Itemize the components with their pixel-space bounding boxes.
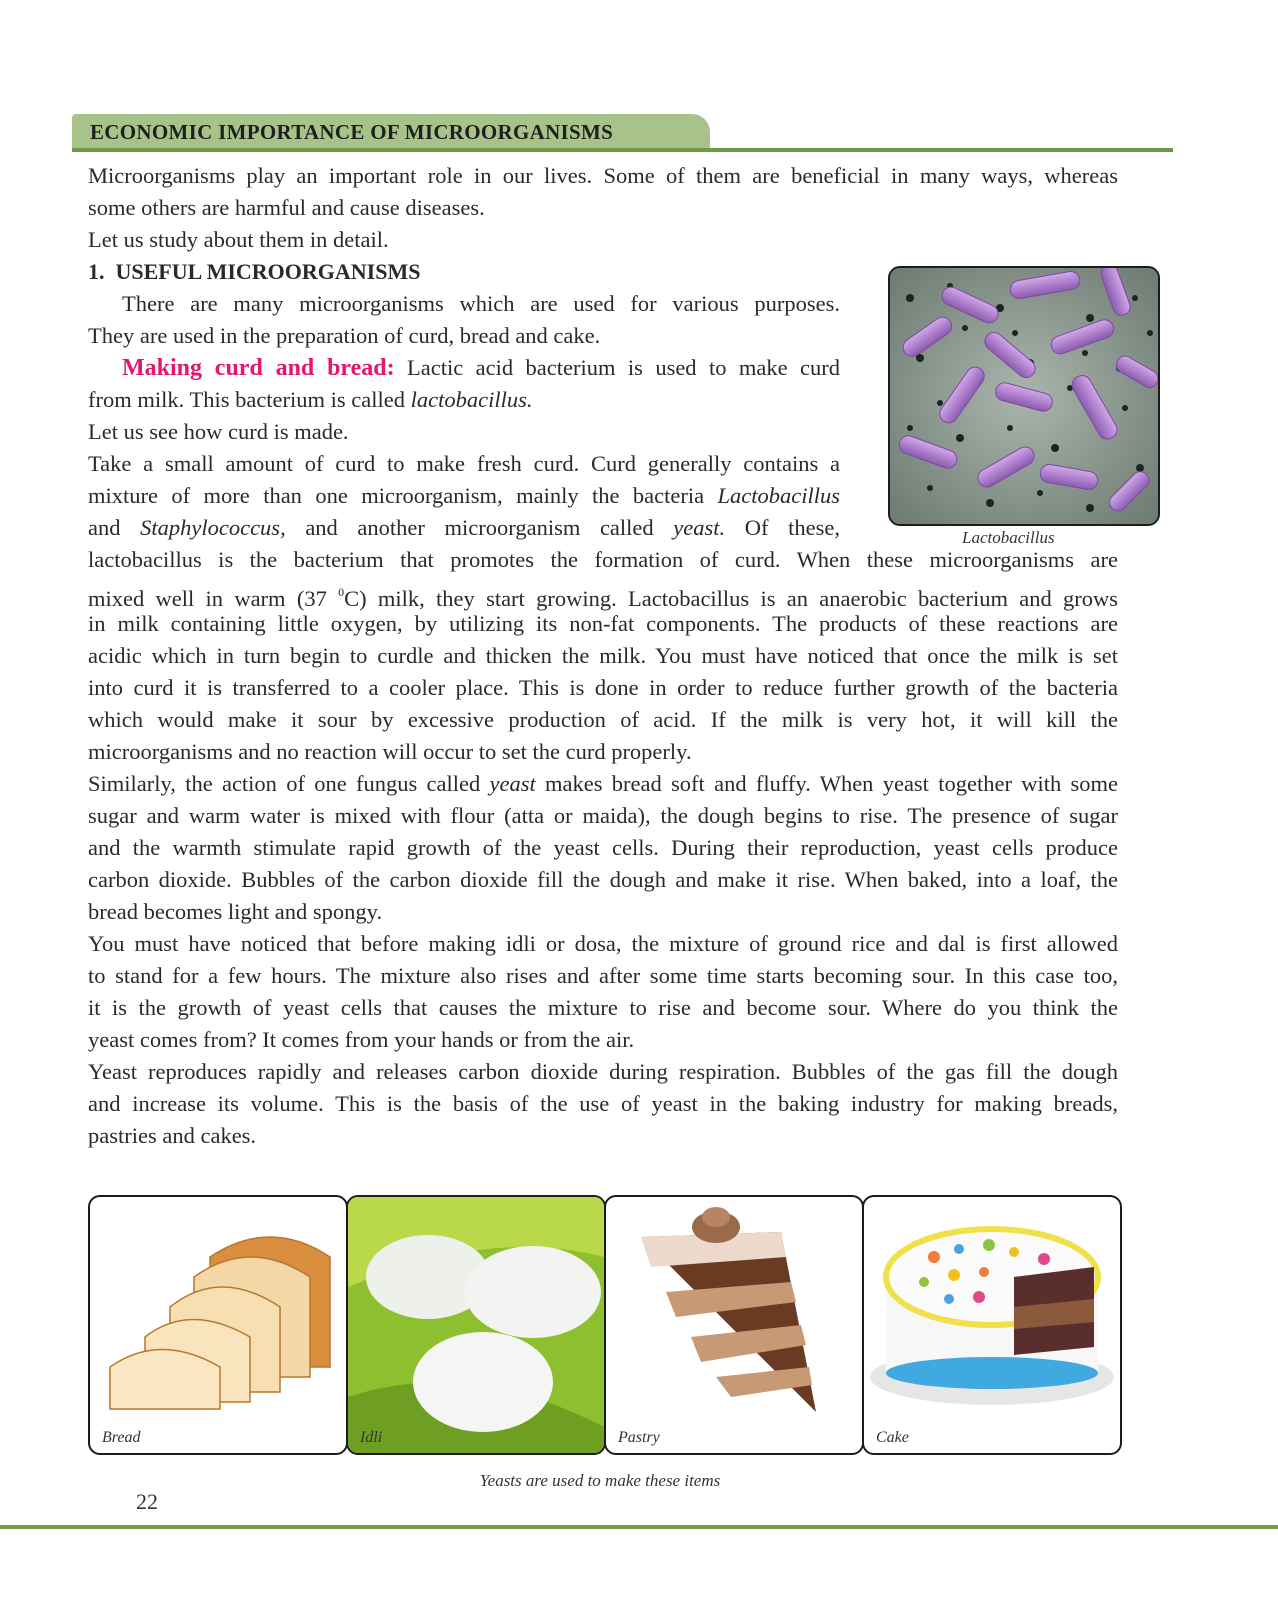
curd-line-8-a: mixed well in warm (37 [88, 586, 339, 611]
staphylococcus-name: Staphylococcus, [140, 515, 286, 540]
curd-line-6 [88, 512, 840, 544]
curd-line-13: microorganisms and no reaction will occur to set the curd properly. [88, 739, 692, 764]
idli-illustration [348, 1197, 604, 1453]
yeast-term-2: yeast [489, 771, 536, 796]
uses-line-1: There are many microorganisms which are used for various purposes. [122, 291, 840, 316]
degree-superscript: 0 [338, 585, 345, 599]
curd-bread-label: Making curd and bread: [122, 355, 395, 381]
intro-line-1: Microorganisms play an important role in our lives. Some of them are beneficial in many ways, whereas [88, 163, 1118, 188]
bread-line-5: bread becomes light and spongy. [88, 899, 383, 924]
bread-line-2: sugar and warm water is mixed with flour (atta or maida), the dough begins to rise. The presence of sugar [88, 803, 1118, 828]
curd-line-10: acidic which in turn begin to curdle and thicken the milk. You must have noticed that once the milk is set [88, 643, 1118, 668]
curd-line-6-e: Of these, [725, 515, 840, 540]
curd-line-2 [88, 384, 533, 416]
bread-illustration [90, 1197, 346, 1417]
bread-label: Bread [102, 1429, 141, 1446]
subsection-number: 1. [88, 259, 105, 284]
page-number: 22 [136, 1489, 158, 1514]
intro-line-2: some others are harmful and cause diseases. [88, 195, 485, 220]
yeast-line-3: pastries and cakes. [88, 1123, 257, 1148]
pastry-label: Pastry [618, 1429, 660, 1446]
lactobacillus-illustration [890, 268, 1158, 524]
bread-photo [88, 1195, 348, 1455]
cake-illustration [864, 1197, 1120, 1417]
intro-line-3: Let us study about them in detail. [88, 227, 389, 252]
section-heading: ECONOMIC IMPORTANCE OF MICROORGANISMS [90, 120, 614, 144]
curd-line-9: in milk containing little oxygen, by utilizing its non-fat components. The products of these reactions are [88, 611, 1118, 636]
cake-photo [862, 1195, 1122, 1455]
pastry-photo [604, 1195, 864, 1455]
idli-line-2: to stand for a few hours. The mixture also rises and after some time starts becoming sour. In this case too, [88, 963, 1118, 988]
curd-line-6-c: and another microorganism called [285, 515, 674, 540]
lactobacillus-name: Lactobacillus [717, 483, 840, 508]
bread-line-4: carbon dioxide. Bubbles of the carbon dioxide fill the dough and make it rise. When baked, into a loaf, the [88, 867, 1118, 892]
curd-line-5 [88, 480, 840, 512]
bread-line-1-c: makes bread soft and fluffy. When yeast together with some [535, 771, 1118, 796]
curd-line-2-text: from milk. This bacterium is called [88, 387, 411, 412]
yeast-line-1: Yeast reproduces rapidly and releases carbon dioxide during respiration. Bubbles of the gas fill the dough [88, 1059, 1118, 1084]
cake-label: Cake [876, 1429, 909, 1446]
curd-line-12: which would make it sour by excessive production of acid. If the milk is very hot, it will kill the [88, 707, 1118, 732]
pastry-illustration [606, 1197, 862, 1427]
bread-line-3: and the warmth stimulate rapid growth of the yeast cells. During their reproduction, yeast cells produce [88, 835, 1118, 860]
yeast-line-2: and increase its volume. This is the basis of the use of yeast in the baking industry for making breads, [88, 1091, 1118, 1116]
curd-line-1 [122, 352, 840, 384]
lactobacillus-photo [888, 266, 1160, 526]
idli-line-4: yeast comes from? It comes from your hands or from the air. [88, 1027, 635, 1052]
bread-line-1-a: Similarly, the action of one fungus called [88, 771, 490, 796]
heading-rule [72, 148, 1173, 152]
curd-line-7: lactobacillus is the bacterium that promotes the formation of curd. When these microorganisms are [88, 547, 1118, 572]
curd-line-6-a: and [88, 515, 141, 540]
curd-line-11: into curd it is transferred to a cooler place. This is done in order to reduce further growth of the bacteria [88, 675, 1118, 700]
subsection-title [88, 256, 420, 288]
curd-line-8-b: C) milk, they start growing. Lactobacillus is an anaerobic bacterium and grows [344, 586, 1118, 611]
food-caption: Yeasts are used to make these items [479, 1471, 721, 1490]
lactobacillus-caption: Lactobacillus [962, 528, 1055, 547]
uses-line-2: They are used in the preparation of curd, bread and cake. [88, 323, 601, 348]
subsection-title-text: USEFUL MICROORGANISMS [115, 259, 421, 284]
curd-line-4: Take a small amount of curd to make fresh curd. Curd generally contains a [88, 451, 840, 476]
curd-line-3: Let us see how curd is made. [88, 419, 349, 444]
idli-line-3: it is the growth of yeast cells that causes the mixture to rise and become sour. Where do you think the [88, 995, 1118, 1020]
idli-photo [346, 1195, 606, 1455]
idli-line-1: You must have noticed that before making idli or dosa, the mixture of ground rice and dal is first allowed [88, 931, 1118, 956]
bread-line-1 [88, 768, 1118, 800]
footer-rule [0, 1525, 1278, 1529]
curd-line-1-text: Lactic acid bacterium is used to make curd [394, 355, 840, 380]
yeast-term: yeast. [673, 515, 726, 540]
curd-line-5-text: mixture of more than one microorganism, mainly the bacteria [88, 483, 718, 508]
lactobacillus-term: lactobacillus. [410, 387, 533, 412]
idli-label: Idli [360, 1429, 383, 1446]
